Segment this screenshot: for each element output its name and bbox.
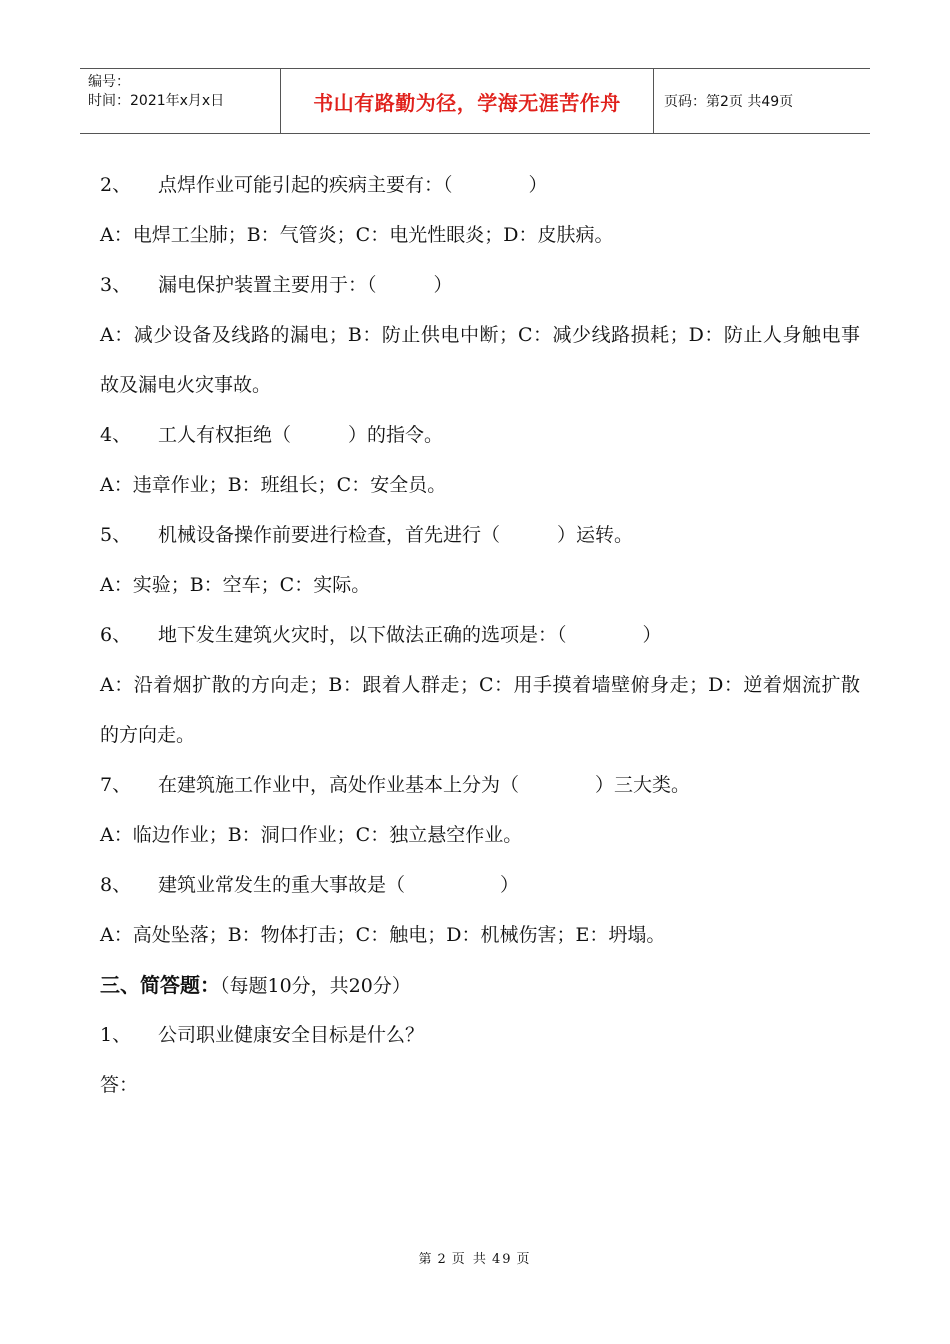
question-text: 建筑业常发生的重大事故是（ ） [158,874,520,896]
short-question-1 [100,1010,860,1060]
question-number: 7、 [100,774,132,796]
question-5 [100,510,860,560]
section-3-heading [100,960,860,1010]
question-number: 8、 [100,874,132,896]
footer-middle: 页 共 [451,1252,488,1267]
header-page-info: 页码：第2页 共49页 [664,94,794,110]
question-8-options: A：高处坠落；B：物体打击；C：触电；D：机械伤害；E：坍塌。 [100,924,666,946]
section-note: （每题10分，共20分） [220,975,411,997]
question-3-options: A：减少设备及线路的漏电；B：防止供电中断；C：减少线路损耗；D：防止人身触电事故及漏电火灾事故。 [100,324,860,396]
question-text: 公司职业健康安全目标是什么？ [158,1024,425,1046]
question-number: 4、 [100,424,132,446]
serial-label: 编号： [88,74,130,90]
question-text: 漏电保护装置主要用于：（ ） [158,274,453,296]
question-text: 机械设备操作前要进行检查，首先进行（ ）运转。 [158,524,634,546]
footer-current-page: 2 [437,1252,448,1267]
question-7-options: A：临边作业；B：洞口作业；C：独立悬空作业。 [100,824,523,846]
question-4 [100,410,860,460]
question-number: 5、 [100,524,132,546]
question-text: 地下发生建筑火灾时，以下做法正确的选项是：（ ） [158,624,662,646]
question-2 [100,160,860,210]
footer-total-pages: 49 [491,1252,513,1267]
footer-suffix: 页 [516,1252,532,1267]
question-text: 点焊作业可能引起的疾病主要有：（ ） [158,174,548,196]
footer-prefix: 第 [418,1252,434,1267]
question-number: 6、 [100,624,132,646]
question-number: 3、 [100,274,132,296]
question-6-options: A：沿着烟扩散的方向走；B：跟着人群走；C：用手摸着墙壁俯身走；D：逆着烟流扩散的方向走。 [100,674,860,746]
question-3 [100,260,860,310]
question-6 [100,610,860,660]
header-meta [80,69,281,133]
section-title: 三、简答题： [100,973,220,997]
question-2-options: A：电焊工尘肺；B：气管炎；C：电光性眼炎；D：皮肤病。 [100,224,614,246]
question-7 [100,760,860,810]
question-8 [100,860,860,910]
page-header [80,68,870,134]
answer-label: 答： [100,1074,139,1096]
question-text: 工人有权拒绝（ ）的指令。 [158,424,444,446]
question-number: 2、 [100,174,132,196]
question-5-options: A：实验；B：空车；C：实际。 [100,574,371,596]
page-footer [0,1248,950,1267]
question-4-options: A：违章作业；B：班组长；C：安全员。 [100,474,447,496]
time-label: 时间：2021年x月x日 [88,93,225,109]
question-number: 1、 [100,1024,132,1046]
document-body [100,160,860,1110]
question-text: 在建筑施工作业中，高处作业基本上分为（ ）三大类。 [158,774,691,796]
header-motto: 书山有路勤为径，学海无涯苦作舟 [281,69,654,133]
